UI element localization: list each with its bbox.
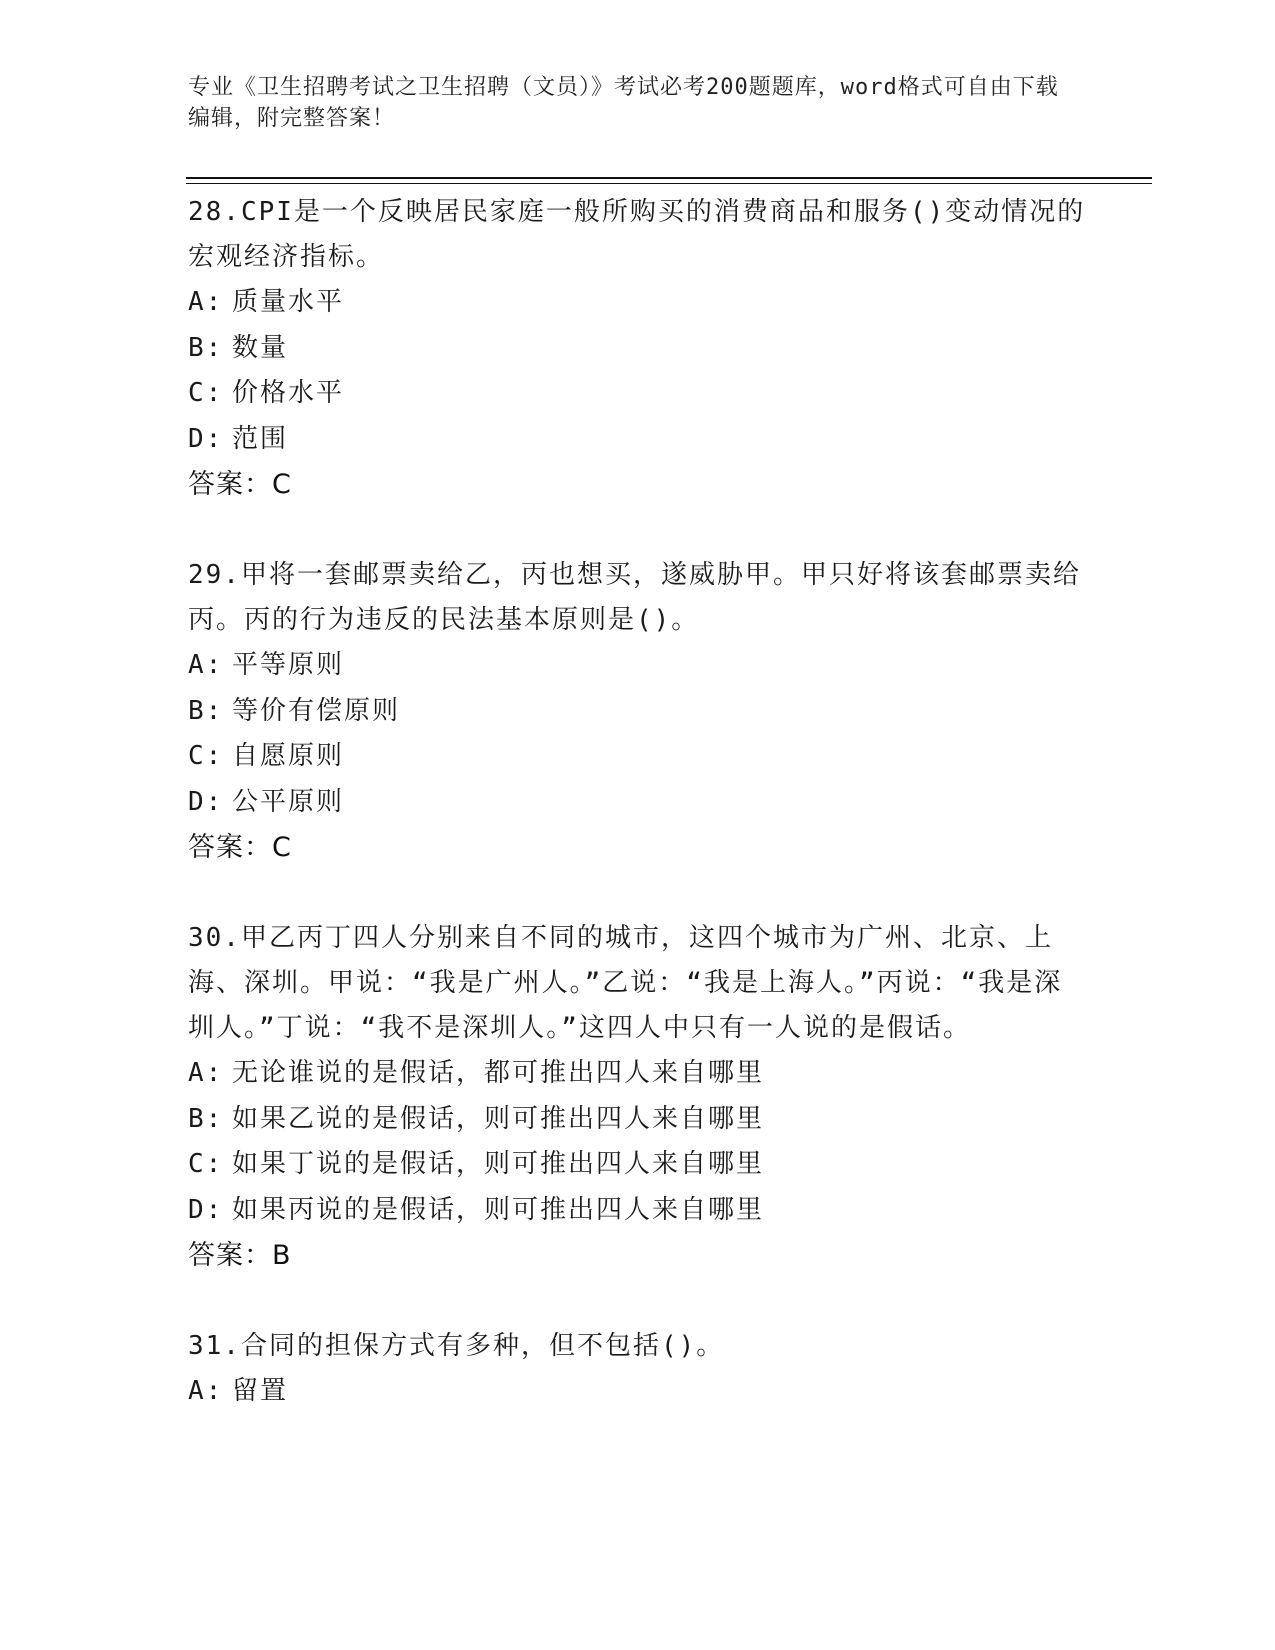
option-text: 价格水平 xyxy=(232,378,345,408)
option-a xyxy=(188,1051,1088,1097)
question-stem: 31.合同的担保方式有多种，但不包括()。 xyxy=(188,1331,725,1361)
option-text: 如果乙说的是假话，则可推出四人来自哪里 xyxy=(232,1103,765,1134)
option-key: D: xyxy=(188,786,224,817)
option-text: 等价有偿原则 xyxy=(232,695,401,726)
answer-line: 答案：C xyxy=(188,469,292,500)
option-key: A: xyxy=(188,650,224,680)
question-30 xyxy=(188,916,1088,1278)
question-stem: 28.CPI是一个反映居民家庭一般所购买的消费商品和服务()变动情况的宏观经济指标。 xyxy=(188,197,1086,272)
option-key: D: xyxy=(188,1194,224,1225)
option-key: C: xyxy=(188,1149,224,1179)
option-text: 质量水平 xyxy=(232,287,345,317)
option-d xyxy=(188,417,1088,463)
option-text: 自愿原则 xyxy=(232,741,345,771)
option-a xyxy=(188,1369,1088,1415)
option-text: 平等原则 xyxy=(232,650,345,680)
answer-line: 答案：B xyxy=(188,1240,292,1271)
option-c xyxy=(188,734,1088,780)
option-text: 如果丁说的是假话，则可推出四人来自哪里 xyxy=(232,1149,765,1179)
option-key: A: xyxy=(188,1058,224,1088)
option-key: A: xyxy=(188,287,224,317)
option-key: B: xyxy=(188,695,224,726)
option-a xyxy=(188,280,1088,326)
option-text: 如果丙说的是假话，则可推出四人来自哪里 xyxy=(232,1194,765,1225)
header-divider-thick xyxy=(186,177,1152,179)
option-key: B: xyxy=(188,332,224,363)
option-b xyxy=(188,326,1088,372)
option-text: 范围 xyxy=(232,423,289,454)
document-header: 专业《卫生招聘考试之卫生招聘（文员）》考试必考200题题库，word格式可自由下载编辑，附完整答案！ xyxy=(188,75,1059,131)
question-list xyxy=(188,190,1088,1461)
option-key: B: xyxy=(188,1103,224,1134)
option-key: C: xyxy=(188,741,224,771)
question-stem: 29.甲将一套邮票卖给乙，丙也想买，遂威胁甲。甲只好将该套邮票卖给丙。丙的行为违反的民法基本原则是()。 xyxy=(188,560,1081,635)
option-text: 数量 xyxy=(232,332,289,363)
option-a xyxy=(188,643,1088,689)
question-28 xyxy=(188,190,1088,507)
option-key: D: xyxy=(188,423,224,454)
option-key: A: xyxy=(188,1376,224,1406)
option-text: 公平原则 xyxy=(232,786,345,817)
option-c xyxy=(188,1142,1088,1188)
question-31 xyxy=(188,1324,1088,1415)
option-b xyxy=(188,689,1088,735)
option-text: 留置 xyxy=(232,1376,289,1406)
option-text: 无论谁说的是假话，都可推出四人来自哪里 xyxy=(232,1058,765,1088)
question-stem: 30.甲乙丙丁四人分别来自不同的城市，这四个城市为广州、北京、上海、深圳。甲说：“我是广州人。”乙说：“我是上海人。”丙说：“我是深圳人。”丁说：“我不是深圳人。”这四人中只有一人说的是假话。 xyxy=(188,923,1063,1043)
question-29 xyxy=(188,553,1088,870)
answer-line: 答案：C xyxy=(188,832,292,863)
option-d xyxy=(188,780,1088,826)
option-c xyxy=(188,371,1088,417)
option-key: C: xyxy=(188,378,224,408)
option-d xyxy=(188,1188,1088,1234)
header-divider-thin xyxy=(186,183,1152,184)
option-b xyxy=(188,1097,1088,1143)
